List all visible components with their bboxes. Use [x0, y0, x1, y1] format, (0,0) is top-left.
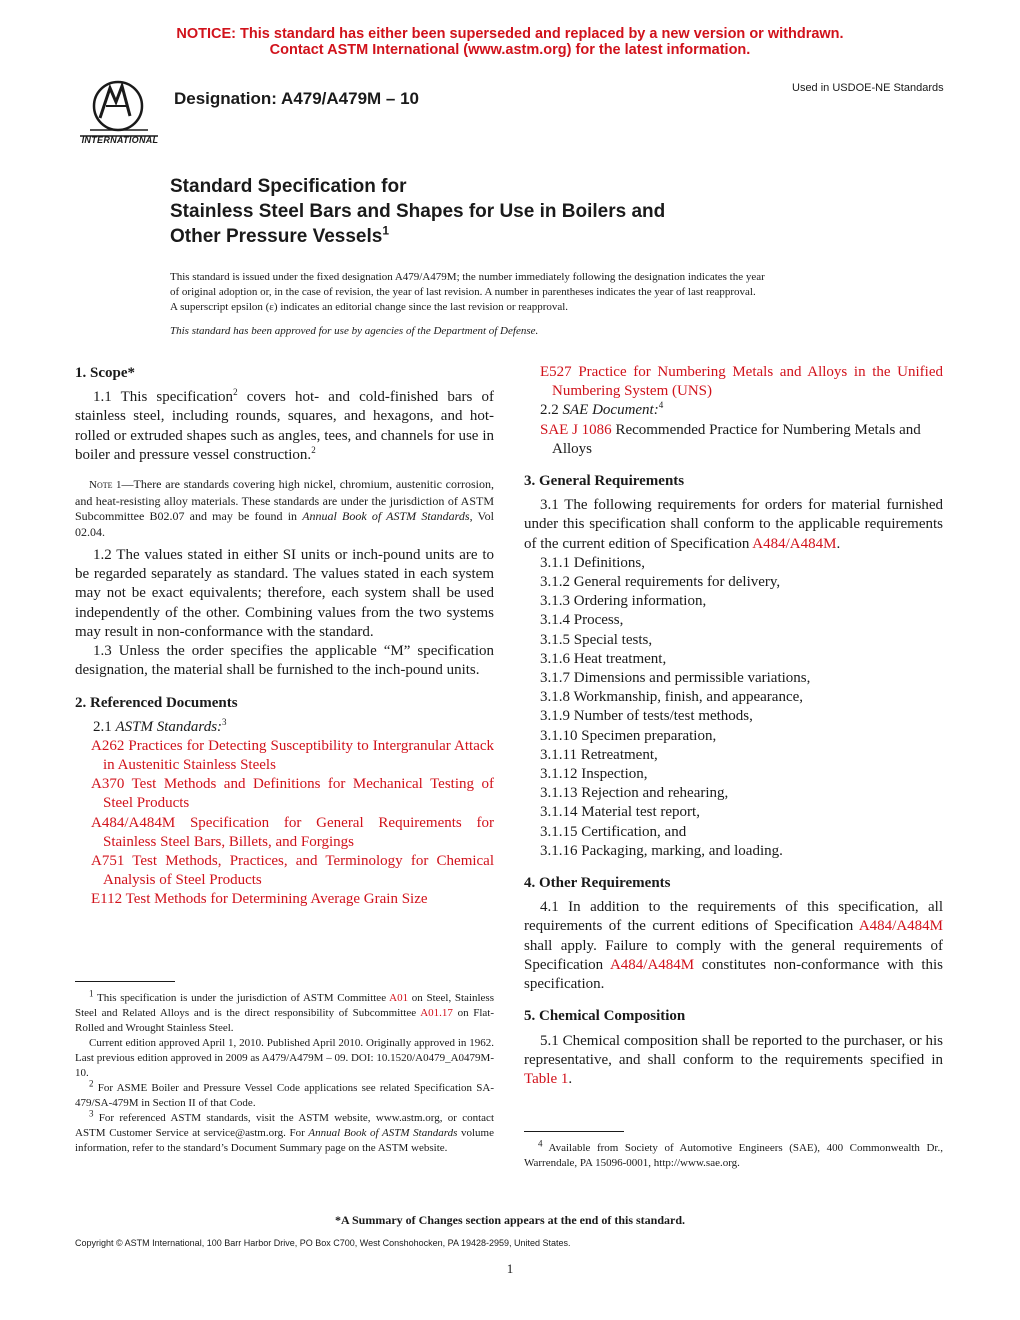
list-item: 3.1.5 Special tests,	[540, 631, 653, 648]
page-title	[170, 174, 665, 249]
notice-line-1: NOTICE: This standard has either been superseded and replaced by a new version or withdrawn.	[176, 26, 844, 42]
para-1-1-b: covers hot- and cold-finished bars of stainless steel, including rounds, squares, and hexagons, and hot-rolled or extruded shapes such as angles, tees, and channels for use in boiler and pressure vessel construction.	[75, 389, 494, 463]
footnote-rule-right	[524, 1131, 624, 1132]
footnote-3-b: volume information, refer to the standard’s Document Summary page on the ASTM website.	[75, 1127, 494, 1154]
para-4-1	[524, 898, 943, 994]
ref-title-link[interactable]: Practice for Numbering Metals and Alloys in the Unified Numbering System (UNS)	[552, 364, 943, 400]
note-1-a: —There are standards covering high nickel, chromium, austenitic corrosion, and heat-resisting alloy materials. These standards are under the jurisdiction of ASTM Subcommittee B02.07 and may be found in	[75, 477, 494, 524]
spec-link[interactable]: A484/A484M	[609, 956, 695, 973]
footnote-1-c: on Flat-Rolled and Wrought Stainless Steel.	[75, 1007, 495, 1034]
footnote-1-edition: Current edition approved April 1, 2010. Published April 2010. Originally approved in 1962. Last previous edition approved in 2009 as A479/A479M – 09. DOI: 10.1520/A0479_A0479M-10.	[75, 1037, 494, 1079]
note-1	[75, 477, 494, 540]
notice-line-2: Contact ASTM International (www.astm.org) for the latest information.	[269, 42, 751, 58]
para-2-1	[75, 718, 494, 737]
ref-a370[interactable]	[91, 775, 494, 813]
title-line-1: Standard Specification for	[170, 176, 407, 197]
footnote-2-text: For ASME Boiler and Pressure Vessel Code applications see related Specification SA-479/SA-479M in Section II of that Code.	[75, 1082, 494, 1109]
summary-note: *A Summary of Changes section appears at the end of this standard.	[334, 1213, 686, 1227]
ref-title-link[interactable]: Specification for General Requirements for Stainless Steel Bars, Billets, and Forgings	[103, 814, 495, 850]
para-5-1	[524, 1032, 943, 1090]
note-1-label: Note 1	[89, 479, 122, 492]
fn-mark: 3	[222, 716, 227, 727]
right-column	[524, 363, 943, 1089]
table-link[interactable]: Table 1	[524, 1070, 569, 1087]
footnote-4-text: Available from Society of Automotive Engineers (SAE), 400 Commonwealth Dr., Warrendale, PA 15096-0001, http://www.sae.org.	[524, 1142, 943, 1169]
para-5-1-a: 5.1 Chemical composition shall be reported to the purchaser, or his representative, and shall conform to the requirements specified in	[524, 1032, 943, 1068]
fn-mark: 3	[89, 1108, 94, 1119]
ref-title-link[interactable]: Test Methods and Definitions for Mechanical Testing of Steel Products	[103, 776, 494, 812]
intro-line-2: of original adoption or, in the case of revision, the year of last revision. A number in parentheses indicates the year of last reapproval.	[170, 286, 756, 298]
para-1-1	[75, 388, 494, 465]
note-1-ref: Annual Book of ASTM Standards	[302, 509, 470, 524]
sae-title: Recommended Practice for Numbering Metals and Alloys	[552, 421, 921, 457]
astm-logo	[78, 72, 162, 148]
ref-code-link[interactable]: E112	[91, 891, 123, 908]
committee-link[interactable]: A01	[389, 992, 409, 1004]
list-item: 3.1.15 Certification, and	[540, 823, 687, 840]
footnote-3	[75, 1108, 494, 1156]
title-line-2: Stainless Steel Bars and Shapes for Use in Boilers and	[170, 201, 666, 222]
footnote-1-a: This specification is under the jurisdiction of ASTM Committee	[93, 992, 390, 1004]
para-4-1-c: constitutes non-conformance with this specification.	[524, 956, 943, 993]
spec-link[interactable]: A484/A484M	[752, 535, 837, 552]
list-item: 3.1.10 Specimen preparation,	[540, 727, 717, 744]
ref-code-link[interactable]: A370	[91, 776, 125, 793]
subcommittee-link[interactable]: A01.17	[420, 1007, 453, 1019]
ref-code-link[interactable]: A751	[91, 853, 125, 870]
para-2-2	[524, 401, 943, 420]
section-1-heading: 1. Scope*	[75, 365, 135, 381]
list-item: 3.1.9 Number of tests/test methods,	[540, 708, 753, 725]
para-3-1-b: .	[836, 535, 841, 552]
list-item: 3.1.16 Packaging, marking, and loading.	[540, 842, 783, 859]
list-item: 3.1.2 General requirements for delivery,	[540, 574, 781, 591]
copyright: Copyright © ASTM International, 100 Barr Harbor Drive, PO Box C700, West Conshohocken, PA 19428-2959, United States.	[75, 1238, 571, 1248]
section-3-heading: 3. General Requirements	[524, 473, 685, 490]
para-3-1	[524, 496, 943, 554]
issuance-note	[170, 270, 860, 315]
section-5-heading: 5. Chemical Composition	[524, 1008, 686, 1025]
left-column	[75, 364, 494, 910]
used-in-label: Used in USDOE-NE Standards	[792, 82, 944, 94]
list-item: 3.1.12 Inspection,	[540, 766, 648, 783]
designation: Designation: A479/A479M – 10	[174, 89, 420, 108]
ref-title-link[interactable]: Practices for Detecting Susceptibility to Intergranular Attack in Austenitic Stainless Steels	[103, 737, 495, 774]
note-1-b: , Vol 02.04.	[75, 509, 494, 539]
intro-line-1: This standard is issued under the fixed designation A479/A479M; the number immediately following the designation indicates the year	[170, 271, 765, 283]
section-2-heading: 2. Referenced Documents	[75, 695, 238, 712]
list-item: 3.1.6 Heat treatment,	[540, 650, 667, 667]
title-line-3	[170, 224, 665, 249]
footnote-1-b: on Steel, Stainless Steel and Related Alloys and is the direct responsibility of Subcommittee	[75, 992, 494, 1019]
list-item: 3.1.7 Dimensions and permissible variations,	[540, 670, 811, 687]
fn-mark: 4	[538, 1138, 543, 1149]
footnote-3-a: For referenced ASTM standards, visit the ASTM website, www.astm.org, or contact ASTM Customer Service at service@astm.org. For	[75, 1112, 494, 1139]
para-2-2-a: 2.2	[540, 402, 563, 419]
para-1-2: 1.2 The values stated in either SI units or inch-pound units are to be regarded separately as standard. The values stated in each system may not be exact equivalents; therefore, each system shall be used independently of the other. Combining values from the two systems may result in non-conformance with the standard.	[75, 547, 494, 640]
footnote-3-ref: Annual Book of ASTM Standards	[308, 1127, 458, 1139]
footnote-1	[75, 988, 495, 1036]
fn-mark: 1	[89, 988, 94, 999]
ref-a751[interactable]	[91, 852, 494, 890]
para-5-1-b: .	[568, 1070, 573, 1087]
spec-link[interactable]: A484/A484M	[858, 918, 943, 935]
sae-code-link[interactable]: SAE J 1086	[540, 421, 612, 438]
para-3-1-a: 3.1 The following requirements for orders for material furnished under this specification shall conform to the applicable requirements of the current edition of Specification	[524, 497, 943, 552]
list-item: 3.1.4 Process,	[540, 612, 624, 629]
ref-code-link[interactable]: A484/A484M	[91, 814, 176, 831]
fn-mark: 4	[658, 400, 664, 411]
ref-title-link[interactable]: Test Methods for Determining Average Grain Size	[125, 891, 428, 908]
para-2-1-label: ASTM Standards:	[115, 718, 223, 735]
section-4-heading: 4. Other Requirements	[524, 875, 671, 892]
footnote-4	[524, 1138, 943, 1171]
ref-sae	[540, 421, 943, 459]
footnotes-left	[75, 988, 495, 1156]
ref-code-link[interactable]: E527	[540, 364, 572, 380]
list-item: 3.1.13 Rejection and rehearing,	[540, 785, 729, 802]
ref-a484[interactable]	[91, 814, 494, 852]
footnote-2	[75, 1078, 494, 1111]
para-1-3: 1.3 Unless the order specifies the applicable “M” specification designation, the material shall be furnished to the inch-pound units.	[75, 643, 494, 679]
ref-code-link[interactable]: A262	[91, 737, 125, 754]
list-item: 3.1.1 Definitions,	[540, 554, 645, 571]
intro-line-3: A superscript epsilon (ε) indicates an editorial change since the last revision or reapproval.	[170, 301, 569, 313]
ref-e112[interactable]	[91, 890, 494, 909]
list-item: 3.1.11 Retreatment,	[540, 746, 658, 763]
fn-mark: 2	[89, 1078, 94, 1089]
ref-title-link[interactable]: Test Methods, Practices, and Terminology for Chemical Analysis of Steel Products	[103, 853, 495, 889]
footnote-rule-left	[75, 981, 175, 982]
ref-e527[interactable]	[540, 363, 943, 401]
logo-text: INTERNATIONAL	[81, 135, 159, 145]
fn-mark: 2	[311, 444, 316, 455]
page-number: 1	[506, 1261, 514, 1276]
dod-approval: This standard has been approved for use by agencies of the Department of Defense.	[170, 325, 539, 337]
list-item: 3.1.3 Ordering information,	[540, 593, 707, 610]
requirements-list	[524, 554, 943, 861]
title-line-3-text: Other Pressure Vessels	[170, 226, 383, 247]
fn-mark: 2	[233, 387, 238, 398]
para-4-1-b: shall apply. Failure to comply with the general requirements of Specification	[524, 937, 943, 973]
title-footnote-mark: 1	[382, 223, 389, 238]
para-2-1-a: 2.1	[93, 718, 116, 735]
ref-a262[interactable]	[91, 737, 494, 775]
para-4-1-a: 4.1 In addition to the requirements of this specification, all requirements of the current editions of Specification	[524, 899, 943, 935]
list-item: 3.1.8 Workmanship, finish, and appearance,	[540, 689, 804, 706]
para-1-1-a: 1.1 This specification	[93, 389, 234, 406]
list-item: 3.1.14 Material test report,	[540, 804, 700, 821]
para-2-2-label: SAE Document:	[562, 402, 659, 419]
